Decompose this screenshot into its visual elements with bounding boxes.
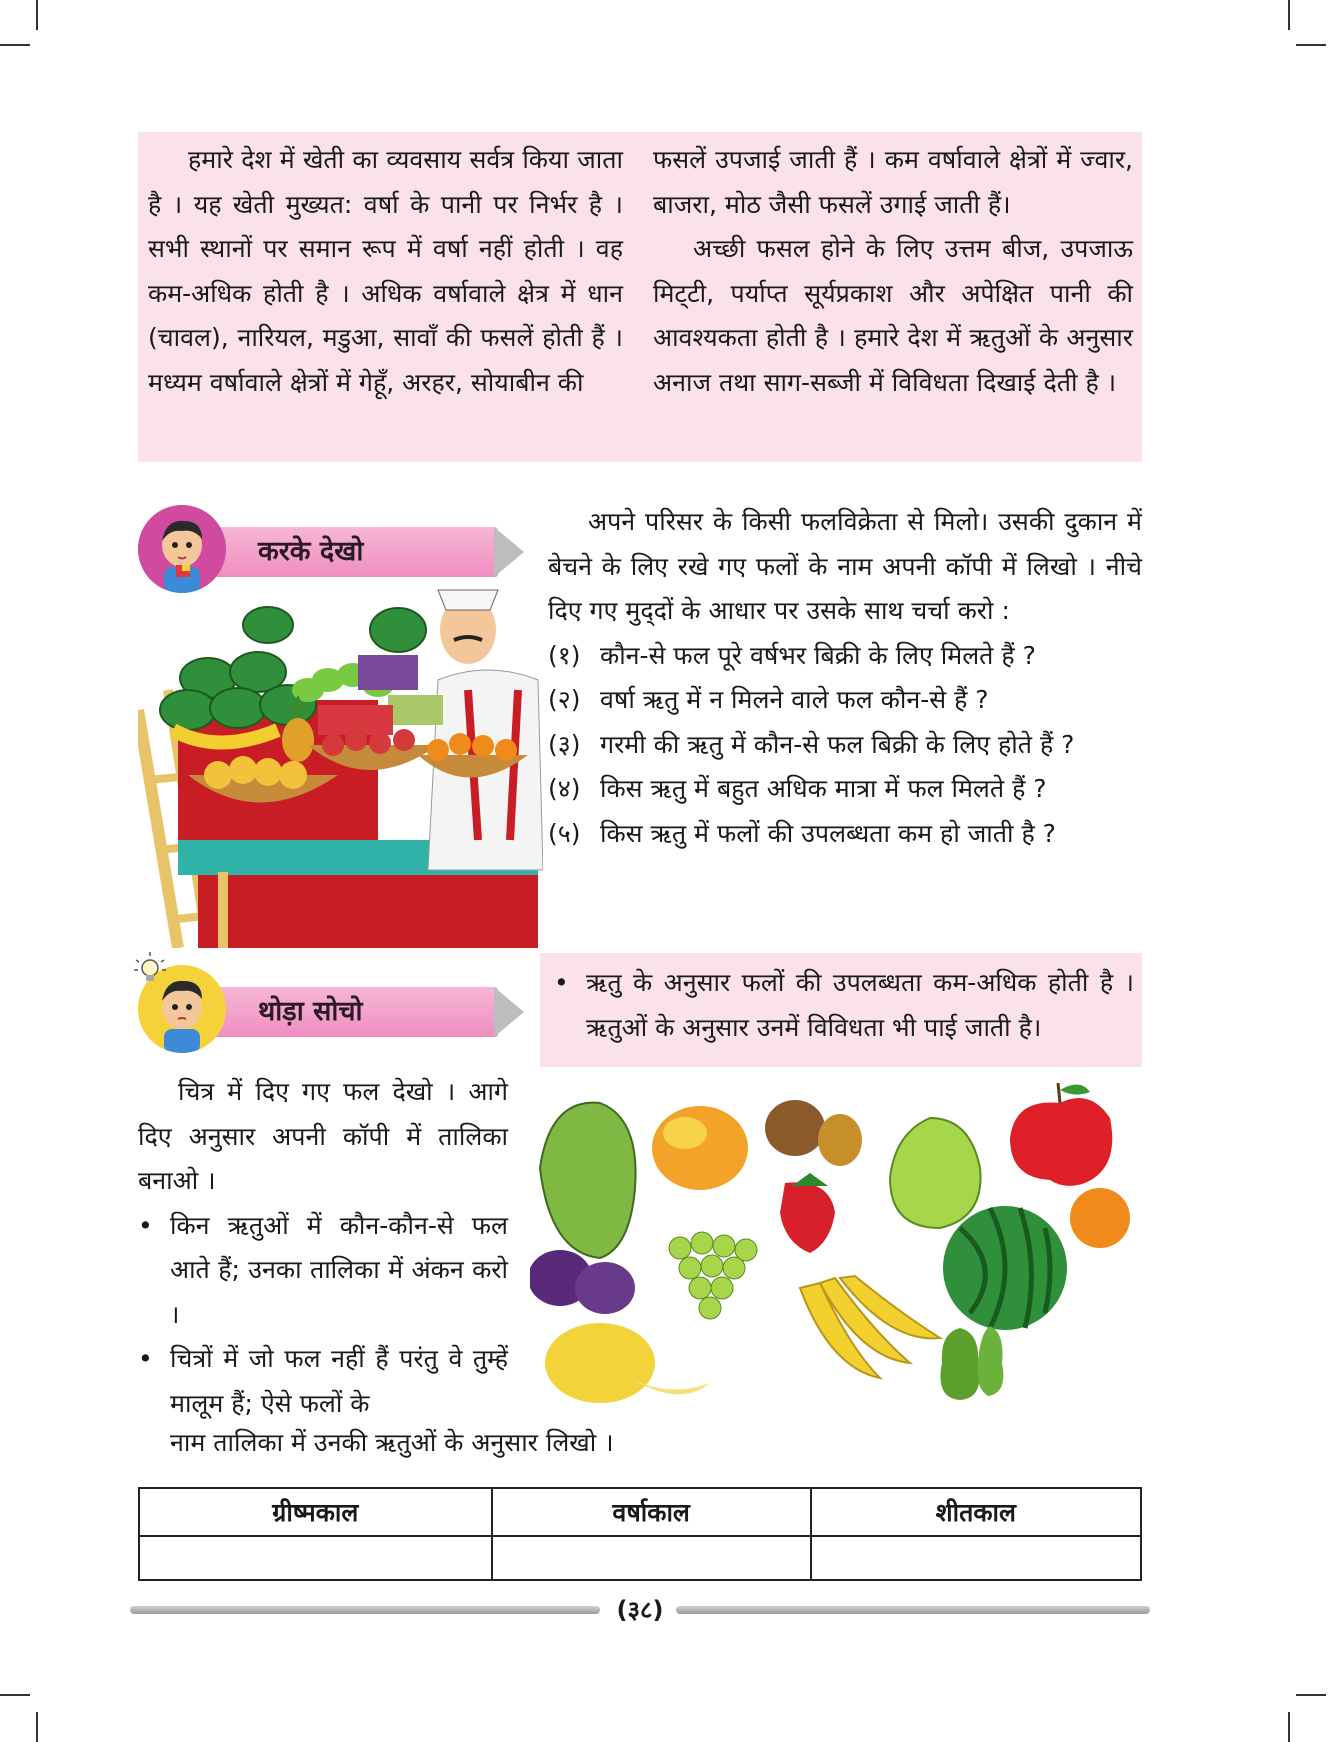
think-point-2-text: चित्रों में जो फल नहीं हैं परंतु वे तुम्हें मालूम हैं; ऐसे फलों के: [170, 1344, 508, 1418]
crop-mark: [1288, 0, 1290, 30]
intro-paragraph-1: हमारे देश में खेती का व्यवसाय सर्वत्र किया जाता है । यह खेती मुख्यत: वर्षा के पानी पर निर्भर है । सभी स्थानों पर समान रूप में वर्षा नहीं होती । वह कम-अधिक होती है । अधिक वर्षावाले क्षेत्र में धान (चावल), नारियल, मडुआ, सावाँ की फसलें होती हैं । मध्यम वर्षावाले क्षेत्रों में गेहूँ, अरहर, सोयाबीन की: [148, 145, 623, 397]
intro-text-block: [138, 132, 1142, 462]
think-point-2: [138, 1337, 508, 1426]
intro-column-1: [148, 138, 623, 405]
crop-mark: [1296, 1694, 1326, 1696]
table-header-row: [139, 1488, 1141, 1536]
page-number: (३८): [616, 1596, 664, 1624]
crop-mark: [0, 44, 30, 46]
footer-rule-left: [130, 1606, 600, 1614]
crop-mark: [36, 1712, 38, 1742]
intro-paragraph-2: फसलें उपजाई जाती हैं । कम वर्षावाले क्षेत्रों में ज्वार, बाजरा, मोठ जैसी फसलें उगाई जाती हैं।: [653, 145, 1133, 219]
question-text: वर्षा ऋतु में न मिलने वाले फल कौन-से हैं ?: [600, 685, 989, 714]
table-cell: [811, 1536, 1141, 1580]
question-text: किस ऋतु में बहुत अधिक मात्रा में फल मिलते हैं ?: [600, 774, 1047, 803]
question-item: [548, 767, 1142, 812]
think-intro: चित्र में दिए गए फल देखो । आगे दिए अनुसार अपनी कॉपी में तालिका बनाओ ।: [138, 1077, 508, 1195]
intro-column-2: [653, 138, 1133, 405]
header-winter: शीतकाल: [811, 1488, 1141, 1536]
activity-instruction: अपने परिसर के किसी फलविक्रेता से मिलो। उसकी दुकान में बेचने के लिए रखे गए फलों के नाम अपनी कॉपी में लिखो । नीचे दिए गए मुद्‌दों के आधार पर उसके साथ चर्चा करो :: [548, 507, 1142, 625]
note-body: ऋतु के अनुसार फलों की उपलब्धता कम-अधिक होती है । ऋतुओं के अनुसार उनमें विविधता भी पाई जाती है।: [586, 968, 1134, 1042]
think-badge: [138, 965, 528, 1053]
fruit-stall-illustration: [138, 580, 543, 948]
crop-mark: [1288, 1712, 1290, 1742]
question-item: [548, 678, 1142, 723]
question-item: [548, 812, 1142, 857]
think-point-2-continued: नाम तालिका में उनकी ऋतुओं के अनुसार लिखो ।: [170, 1428, 614, 1457]
note-box: [540, 953, 1142, 1067]
header-summer: ग्रीष्मकाल: [139, 1488, 492, 1536]
question-text: कौन-से फल पूरे वर्षभर बिक्री के लिए मिलते हैं ?: [600, 640, 1036, 670]
lightbulb-icon: [130, 950, 170, 990]
season-table: [138, 1487, 1142, 1581]
question-number: (५): [548, 818, 581, 848]
question-text: किस ऋतु में फलों की उपलब्धता कम हो जाती है ?: [600, 818, 1056, 848]
think-point-1-text: किन ऋतुओं में कौन-कौन-से फल आते हैं; उनका तालिका में अंकन करो ।: [170, 1210, 508, 1329]
question-number: (१): [548, 640, 581, 670]
table-cell: [139, 1536, 492, 1580]
footer-rule-right: [676, 1606, 1150, 1614]
question-text: गरमी की ऋतु में कौन-से फल बिक्री के लिए होते हैं ?: [600, 729, 1075, 759]
question-number: (२): [548, 685, 581, 714]
activity-badge-label: करके देखो: [258, 536, 364, 567]
question-number: (४): [548, 774, 581, 803]
intro-paragraph-3: अच्छी फसल होने के लिए उत्तम बीज, उपजाऊ मिट्‌टी, पर्याप्त सूर्यप्रकाश और अपेक्षित पानी की आवश्यकता होती है । हमारे देश में ऋतुओं के अनुसार अनाज तथा साग-सब्जी में विविधता दिखाई देती है ।: [653, 234, 1133, 397]
bullet: •: [138, 1344, 153, 1373]
header-monsoon: वर्षाकाल: [492, 1488, 811, 1536]
question-item: [548, 723, 1142, 768]
badge-arrow-tip: [494, 987, 524, 1037]
question-list: [548, 634, 1142, 857]
activity-text-block: [548, 500, 1142, 856]
think-point-1: [138, 1204, 508, 1338]
question-item: [548, 634, 1142, 679]
think-text-block: [138, 1070, 508, 1426]
crop-mark: [0, 1694, 30, 1696]
table-row: [139, 1536, 1141, 1580]
note-text: [554, 961, 1134, 1050]
question-number: (३): [548, 729, 581, 759]
think-badge-label: थोड़ा सोचो: [258, 996, 363, 1027]
fruits-illustration: [530, 1078, 1150, 1428]
crop-mark: [1296, 44, 1326, 46]
crop-mark: [36, 0, 38, 30]
note-bullet: •: [554, 968, 569, 997]
bullet: •: [138, 1210, 153, 1240]
table-cell: [492, 1536, 811, 1580]
badge-arrow-tip: [494, 527, 524, 577]
